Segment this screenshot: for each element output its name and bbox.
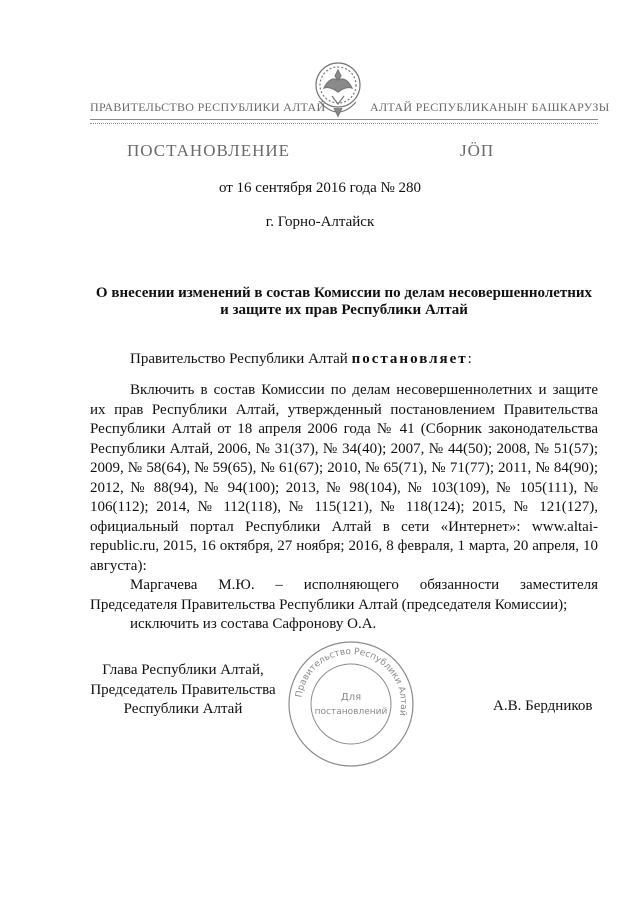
- body-paragraph: исключить из состава Сафронову О.А.: [130, 616, 377, 632]
- document-title: [90, 285, 598, 319]
- signatory-title: [90, 661, 276, 720]
- stamp-ring-text: Правительство Республики Алтай: [294, 646, 409, 717]
- document-type-altai: JÖП: [460, 141, 495, 160]
- resolution-intro: [130, 351, 472, 368]
- government-name-altai: АЛТАЙ РЕСПУБЛИКАНЫҤ БАШКАРУЗЫ: [370, 100, 610, 114]
- signatory-title-line-1: Глава Республики Алтай,: [102, 662, 264, 678]
- header-divider: [90, 119, 598, 120]
- signatory-name: А.В. Бердников: [493, 698, 593, 714]
- body-paragraph: Маргачева М.Ю. – исполняющего обязанности заместителя Председателя Правительства Республики Алтай (председателя Комиссии);: [90, 577, 598, 613]
- document-city: г. Горно-Алтайск: [265, 214, 375, 230]
- title-line-2: и защите их прав Республики Алтай: [220, 302, 468, 318]
- stamp-center-line-1: Для: [340, 692, 362, 703]
- intro-suffix: :: [467, 351, 472, 367]
- intro-prefix: Правительство Республики Алтай: [130, 351, 348, 367]
- document-type-russian: ПОСТАНОВЛЕНИЕ: [127, 141, 291, 160]
- signatory-title-line-3: Республики Алтай: [123, 701, 243, 717]
- official-stamp: [287, 640, 415, 768]
- stamp-center-line-2: постановлений: [314, 707, 388, 717]
- title-line-1: О внесении изменений в состав Комиссии по делам несовершеннолетних: [95, 285, 593, 301]
- document-date-number: от 16 сентября 2016 года № 280: [218, 180, 422, 196]
- signatory-title-line-2: Председатель Правительства: [90, 681, 276, 698]
- intro-keyword: постановляет: [351, 351, 468, 367]
- body-paragraph: Включить в состав Комиссии по делам несовершеннолетних и защите их прав Республики Алтай, утвержденный постановлением Правительства Республики Алтай от 18 апреля 2006 года № 41 (Сборник законодательства Республики Алтай, 2006, № 31(37), № 34(40); 2007, № 44(50); 2008, № 51(57); 2009, № 58(64), № 59(65), № 61(67); 2010, № 65(71), № 71(77); 2011, № 84(90); 2012, № 88(94), № 94(100); 2013, № 98(104), № 103(109), № 105(111), № 106(112); 2014, № 112(118), № 115(121), № 118(124); 2015, № 121(127), официальный портал Республики Алтай в сети «Интернет»: www.altai-republic.ru, 2015, 16 октября, 27 ноября; 2016, 8 февраля, 1 марта, 20 апреля, 10 августа):: [90, 382, 598, 574]
- resolution-body: [90, 381, 598, 635]
- government-name-russian: ПРАВИТЕЛЬСТВО РЕСПУБЛИКИ АЛТАЙ: [90, 100, 326, 114]
- coat-of-arms-emblem: [310, 58, 366, 124]
- header-divider-dotted: [90, 123, 598, 124]
